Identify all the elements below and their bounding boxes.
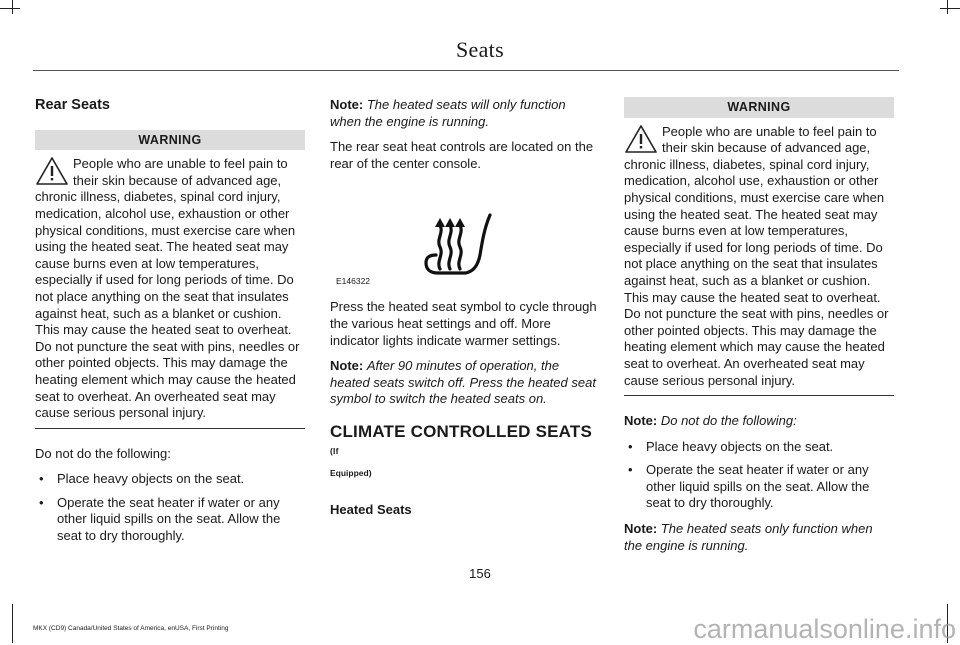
note-label: Note: (330, 97, 364, 112)
watermark: carmanualsonline.info (693, 614, 956, 644)
note-label: Note: (624, 413, 658, 429)
heated-seat-figure (330, 181, 600, 291)
column-right (624, 97, 894, 563)
climate-seats-heading (330, 421, 600, 459)
rear-seats-heading: Rear Seats (35, 97, 110, 113)
crop-mark-bottom-left-v (12, 604, 13, 643)
list-item: • Operate the seat heater if water or any other liquid spills on the seat. Allow the seat to dry thoroughly. (35, 495, 305, 545)
warning-rule (624, 395, 894, 396)
warning-label: WARNING (624, 97, 894, 118)
equipped-label: Equipped) (330, 468, 372, 479)
warning-label: WARNING (35, 130, 305, 151)
note-text: The heated seats only function when the engine is running. (624, 521, 873, 553)
note-text: The heated seats will only function when the engine is running. (330, 97, 566, 129)
footer-doc-info: MKX (CD9) Canada/United States of America, enUSA, First Printing (33, 625, 229, 632)
note-engine-running (624, 521, 894, 554)
section-title: Seats (456, 37, 504, 62)
climate-heading-text: CLIMATE CONTROLLED SEATS (330, 421, 592, 441)
figure-id: E146322 (336, 275, 371, 286)
header-rule (33, 70, 899, 71)
bullet-list (35, 471, 305, 544)
warning-rule (35, 428, 305, 429)
note-label: Note: (330, 358, 364, 374)
list-item: • Place heavy objects on the seat. (35, 471, 305, 488)
warning-text: People who are unable to feel pain to their skin because of advanced age, chronic illness, diabetes, spinal cord injury, medication, alcohol use, exhaustion or other physical conditions, must exercise care when using the heated seat. The heated seat may cause burns even at low temperatures, especially if used for long periods of time. Do not place anything on the seat that insulates against heat, such as a blanket or cushion. This may cause the heated seat to overheat. Do not puncture the seat with pins, needles or other pointed objects. This may damage the heating element which may cause the heated seat to overheat. An overheated seat may cause serious personal injury. (624, 123, 889, 388)
bullet-list (624, 439, 894, 512)
heated-seat-icon (418, 209, 502, 289)
note-text: Do not do the following: (660, 413, 797, 429)
warning-triangle-icon (35, 156, 69, 186)
note-engine-running (330, 97, 600, 130)
list-item: • Operate the seat heater if water or any other liquid spills on the seat. Allow the seat to dry thoroughly. (624, 462, 894, 512)
heated-seats-subheading: Heated Seats (330, 501, 412, 517)
crop-mark-top-left-v (12, 0, 13, 14)
warning-triangle-icon (624, 124, 658, 154)
warning-text: People who are unable to feel pain to their skin because of advanced age, chronic illness, diabetes, spinal cord injury, medication, alcohol use, exhaustion or other physical conditions, must exercise care when using the heated seat. The heated seat may cause burns even at low temperatures, especially if used for long periods of time. Do not place anything on the seat that insulates against heat, such as a blanket or cushion. This may cause the heated seat to overheat. Do not puncture the seat with pins, needles or other pointed objects. This may damage the heating element which may cause the heated seat to overheat. An overheated seat may cause serious personal injury. (35, 156, 300, 421)
warning-box (35, 156, 305, 422)
crop-mark-top-left-h (0, 8, 20, 9)
column-left (35, 97, 305, 554)
note-do-not (624, 413, 894, 430)
warning-box (624, 124, 894, 390)
crop-mark-top-right-v (947, 0, 948, 14)
note-text: After 90 minutes of operation, the heated seats switch off. Press the heated seat symbol to switch the heated seats on. (330, 358, 596, 407)
list-item: • Place heavy objects on the seat. (624, 439, 894, 456)
cycle-settings-text: Press the heated seat symbol to cycle through the various heat settings and off. More indicator lights indicate warmer settings. (330, 299, 597, 348)
note-auto-off (330, 358, 600, 408)
page-number: 156 (469, 566, 491, 581)
climate-heading-suffix: (If (330, 445, 339, 456)
note-label: Note: (624, 521, 658, 537)
column-middle (330, 97, 600, 518)
intro-text: Do not do the following: (35, 445, 171, 461)
crop-mark-top-right-h (940, 8, 960, 9)
controls-location-text: The rear seat heat controls are located on the rear of the center console. (330, 139, 594, 171)
